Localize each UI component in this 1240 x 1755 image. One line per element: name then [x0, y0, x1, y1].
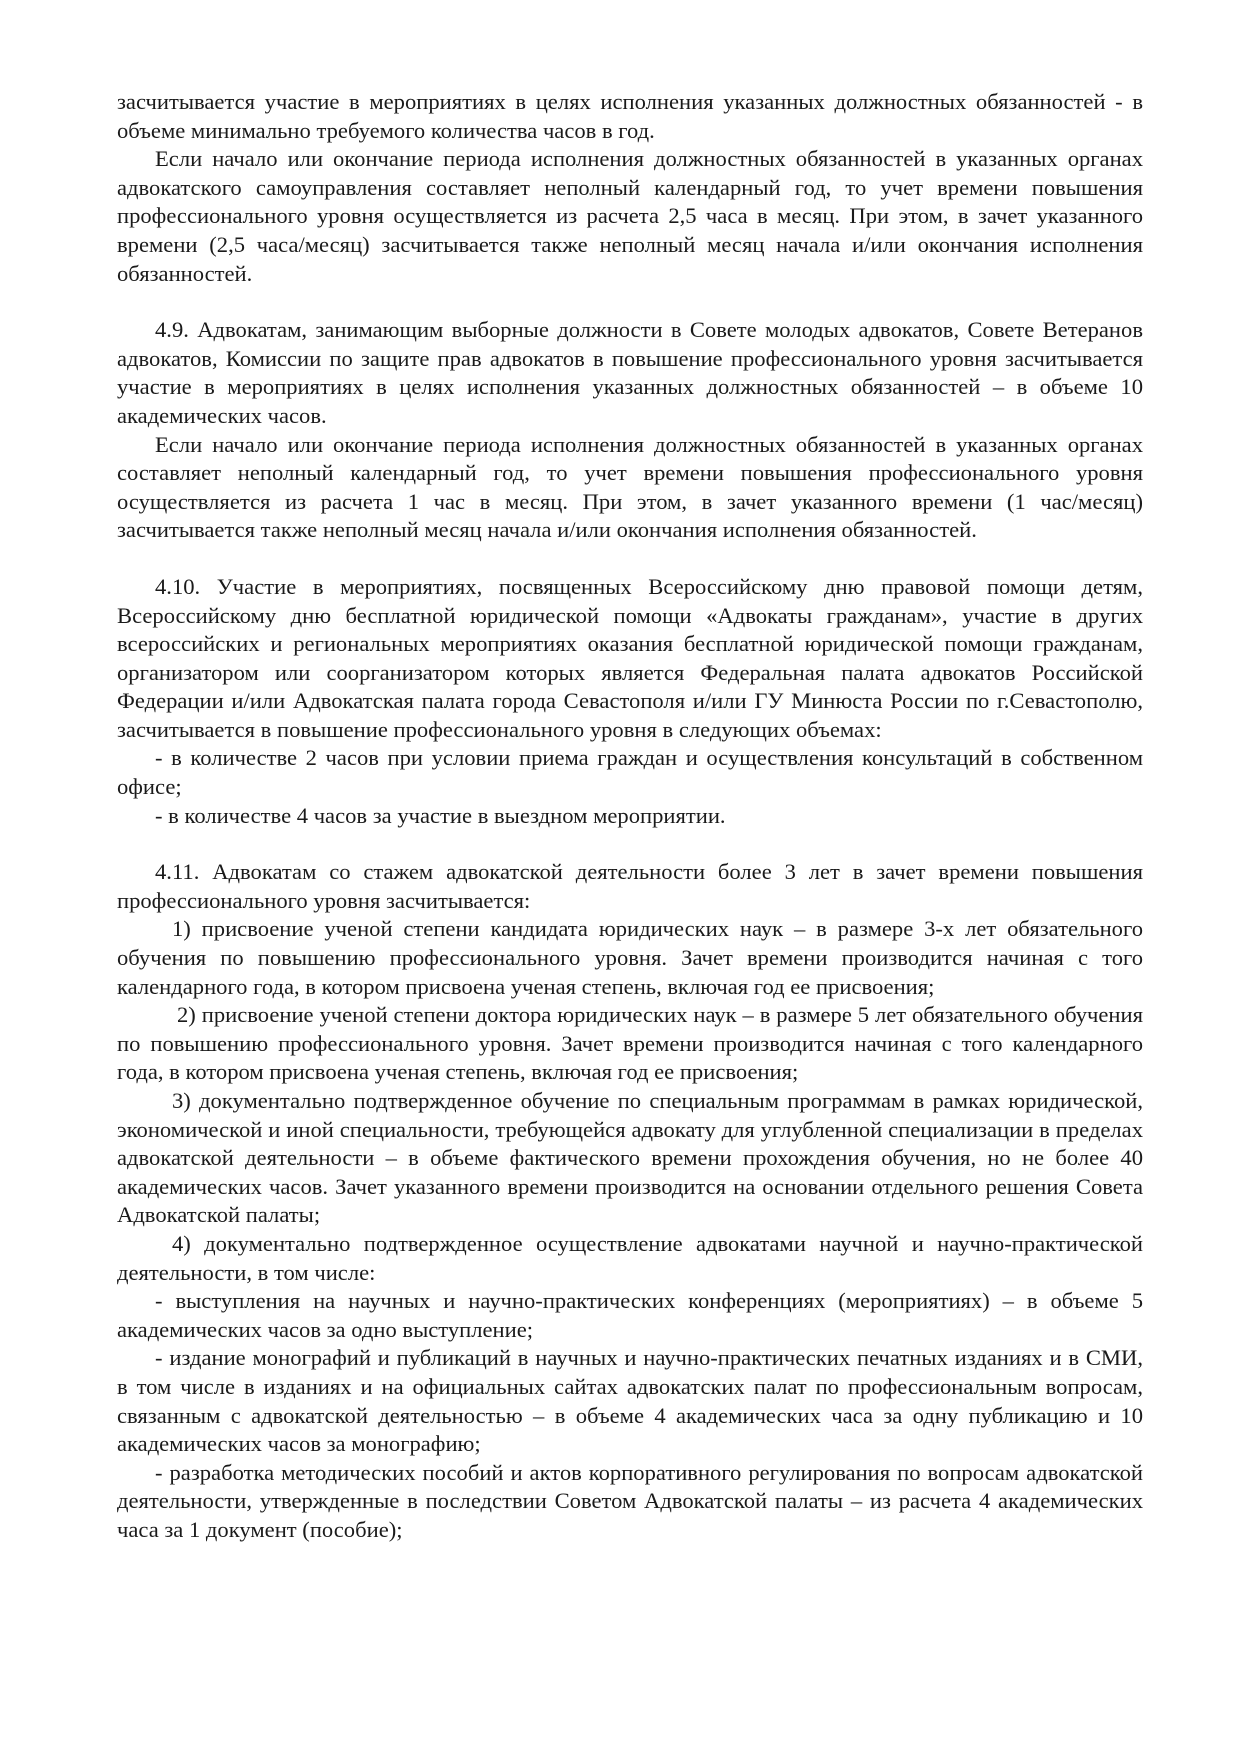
clause-4-11-item-1: 1) присвоение ученой степени кандидата юридических наук – в размере 3-х лет обязательного обучения по повышению профессионального уровня. Зачет времени производится начиная с того календарного года, в котором присвоена ученая степень, включая год ее присвоения;: [117, 916, 1143, 999]
list-item-methodical-materials: - разработка методических пособий и актов корпоративного регулирования по вопросам адвокатской деятельности, утвержденные в последствии Советом Адвокатской палаты – из расчета 4 академических часа за 1 документ (пособие);: [117, 1459, 1143, 1542]
list-item-4-hours: - в количестве 4 часов за участие в выездном мероприятии.: [155, 802, 726, 828]
list-item-publications: - издание монографий и публикаций в научных и научно-практических печатных изданиях и в СМИ, в том числе в изданиях и на официальных сайтах адвокатских палат по профессиональным вопросам, связанным с адвокатской деятельностью – в объеме 4 академических часа за одну публикацию и 10 академических часов за монографию;: [117, 1345, 1143, 1457]
clause-4-11: 4.11. Адвокатам со стажем адвокатской деятельности более 3 лет в зачет времени повышения профессионального уровня засчитывается:: [117, 859, 1143, 913]
clause-4-11-item-2: 2) присвоение ученой степени доктора юридических наук – в размере 5 лет обязательного обучения по повышению профессионального уровня. Зачет времени производится начиная с того календарного года, в котором присвоена ученая степень, включая год ее присвоения;: [117, 1002, 1143, 1085]
list-item-2-hours: - в количестве 2 часов при условии приема граждан и осуществления консультаций в собственном офисе;: [117, 745, 1143, 800]
clause-4-9: 4.9. Адвокатам, занимающим выборные должности в Совете молодых адвокатов, Совете Ветеранов адвокатов, Комиссии по защите прав адвокатов в повышение профессионального уровня засчитывается участие в мероприятиях в целях исполнения указанных должностных обязанностей – в объеме 10 академических часов.: [117, 317, 1143, 428]
clause-4-10: 4.10. Участие в мероприятиях, посвященных Всероссийскому дню правовой помощи детям, Всероссийскому дню бесплатной юридической помощи «Адвокаты гражданам», участие в других всероссийских и региональных мероприятиях оказания бесплатной юридической помощи гражданам, организатором или соорганизатором которых является Федеральная палата адвокатов Российской Федерации и/или Адвокатская палата города Севастополя и/или ГУ Минюста России по г.Севастополю, засчитывается в повышение профессионального уровня в следующих объемах:: [117, 573, 1143, 742]
list-item-conferences: - выступления на научных и научно-практических конференциях (мероприятиях) – в объеме 5 академических часов за одно выступление;: [117, 1288, 1143, 1342]
paragraph-4-9-partial-year: Если начало или окончание периода исполнения должностных обязанностей в указанных органах составляет неполный календарный год, то учет времени повышения профессионального уровня осуществляется из расчета 1 час в месяц. При этом, в зачет указанного времени (1 час/месяц) засчитывается также неполный месяц начала и/или окончания исполнения обязанностей.: [117, 431, 1143, 543]
paragraph-self-government-partial-year: Если начало или окончание периода исполнения должностных обязанностей в указанных органах адвокатского самоуправления составляет неполный календарный год, то учет времени повышения профессионального уровня осуществляется из расчета 2,5 часа в месяц. При этом, в зачет указанного времени (2,5 часа/месяц) засчитывается также неполный месяц начала и/или окончания исполнения обязанностей.: [117, 146, 1143, 286]
document-page: [117, 88, 1143, 1728]
clause-4-11-item-3: 3) документально подтвержденное обучение по специальным программам в рамках юридической, экономической и иной специальности, требующейся адвокату для углубленной специализации в пределах адвокатской деятельности – в объеме фактического времени прохождения обучения, но не более 40 академических часов. Зачет указанного времени производится на основании отдельного решения Совета Адвокатской палаты;: [117, 1088, 1143, 1228]
paragraph-continuation: засчитывается участие в мероприятиях в целях исполнения указанных должностных обязанностей - в объеме минимально требуемого количества часов в год.: [117, 89, 1143, 143]
clause-4-11-item-4: 4) документально подтвержденное осуществление адвокатами научной и научно-практической деятельности, в том числе:: [117, 1230, 1143, 1285]
